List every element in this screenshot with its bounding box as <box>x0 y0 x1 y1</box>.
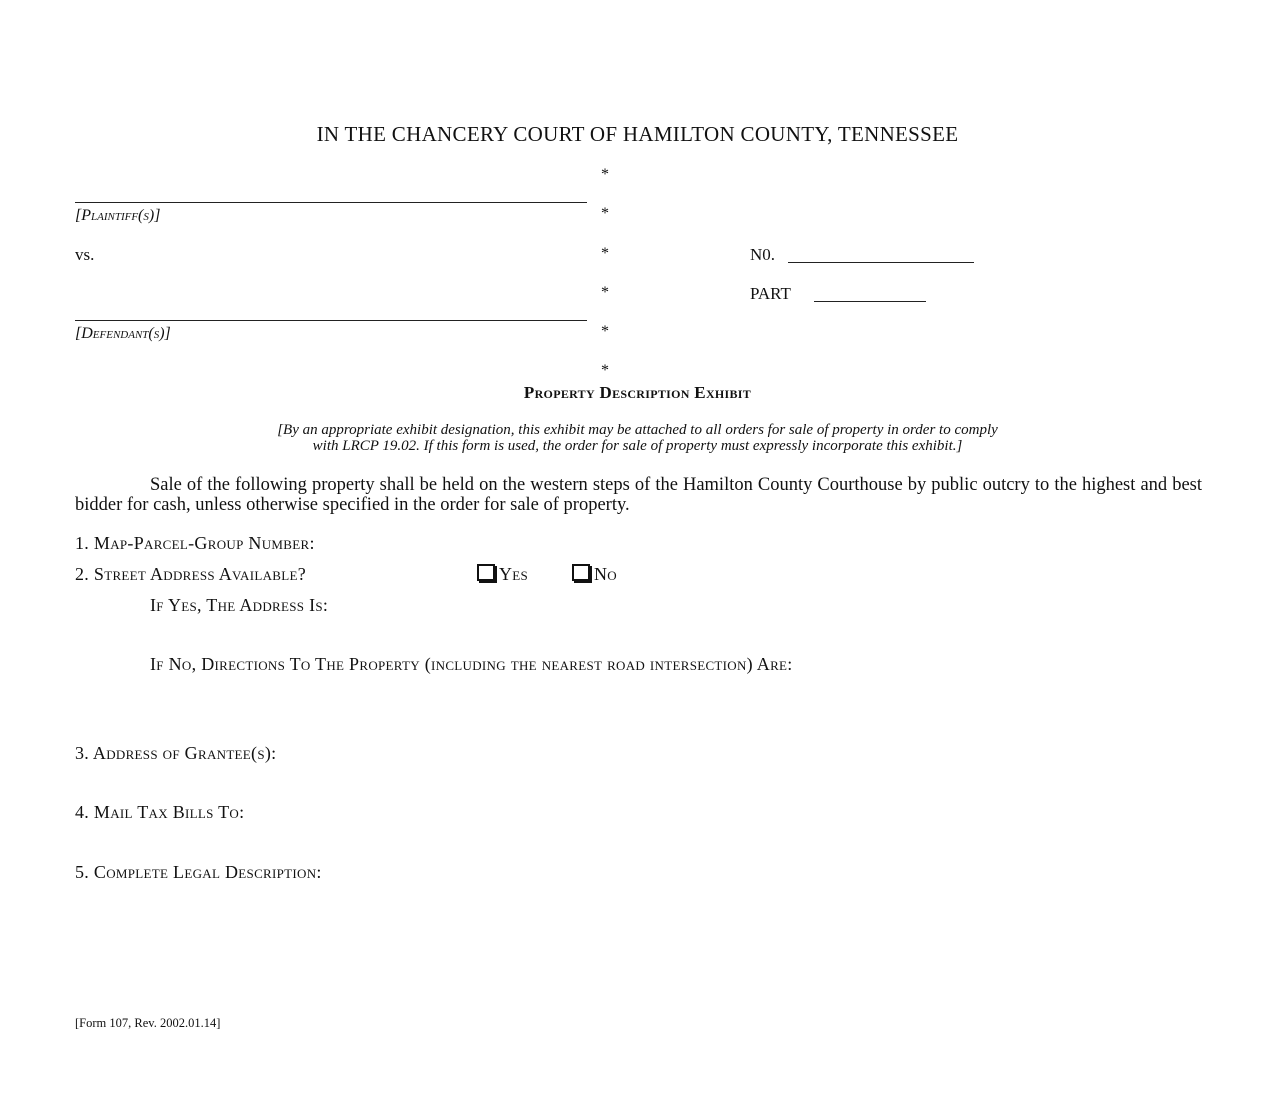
plaintiff-name-line[interactable] <box>75 202 587 203</box>
case-number-label: N0. <box>750 245 776 264</box>
caption-separator: * <box>601 205 609 222</box>
item-map-parcel-group: 1. Map-Parcel-Group Number: <box>75 533 315 553</box>
checkbox-no-label: No <box>594 564 617 584</box>
court-title: IN THE CHANCERY COURT OF HAMILTON COUNTY, TENNESSEE <box>316 122 959 146</box>
if-no-directions-prompt: If No, Directions To The Property (including the nearest road intersection) Are: <box>150 654 793 674</box>
checkbox-icon <box>477 564 495 581</box>
case-number-line[interactable] <box>788 262 974 263</box>
checkbox-yes-label: Yes <box>499 564 529 584</box>
intro-paragraph: Sale of the following property shall be held on the western steps of the Hamilton County Courthouse by public outcry to the highest and best bidder for cash, unless otherwise specified in the order for sale of property. <box>75 475 1202 515</box>
item-street-address-available: 2. Street Address Available? <box>75 564 307 584</box>
exhibit-note-line-2: with LRCP 19.02. If this form is used, the order for sale of property must expressly incorporate this exhibit.] <box>312 438 963 454</box>
caption-separator: * <box>601 284 609 301</box>
plaintiff-label: [Plaintiff(s)] <box>75 207 161 224</box>
defendant-label: [Defendant(s)] <box>75 325 171 342</box>
part-number-line[interactable] <box>814 301 926 302</box>
caption-separator: * <box>601 362 609 379</box>
caption-separator: * <box>601 323 609 340</box>
checkbox-icon <box>572 564 590 581</box>
exhibit-title: Property Description Exhibit <box>523 383 752 402</box>
item-mail-tax-bills: 4. Mail Tax Bills To: <box>75 802 245 822</box>
item-legal-description: 5. Complete Legal Description: <box>75 862 322 882</box>
caption-separator: * <box>601 245 609 262</box>
if-yes-address-prompt: If Yes, The Address Is: <box>150 595 329 615</box>
exhibit-note-line-1: [By an appropriate exhibit designation, this exhibit may be attached to all orders for sale of property in order to comply <box>277 422 998 438</box>
caption-separator: * <box>601 166 609 183</box>
checkbox-no[interactable] <box>572 564 617 585</box>
checkbox-yes[interactable] <box>477 564 528 585</box>
part-label: PART <box>750 284 791 303</box>
defendant-name-line[interactable] <box>75 320 587 321</box>
versus-label: vs. <box>75 245 95 264</box>
form-footer: [Form 107, Rev. 2002.01.14] <box>75 1016 221 1030</box>
item-address-of-grantees: 3. Address of Grantee(s): <box>75 743 277 763</box>
